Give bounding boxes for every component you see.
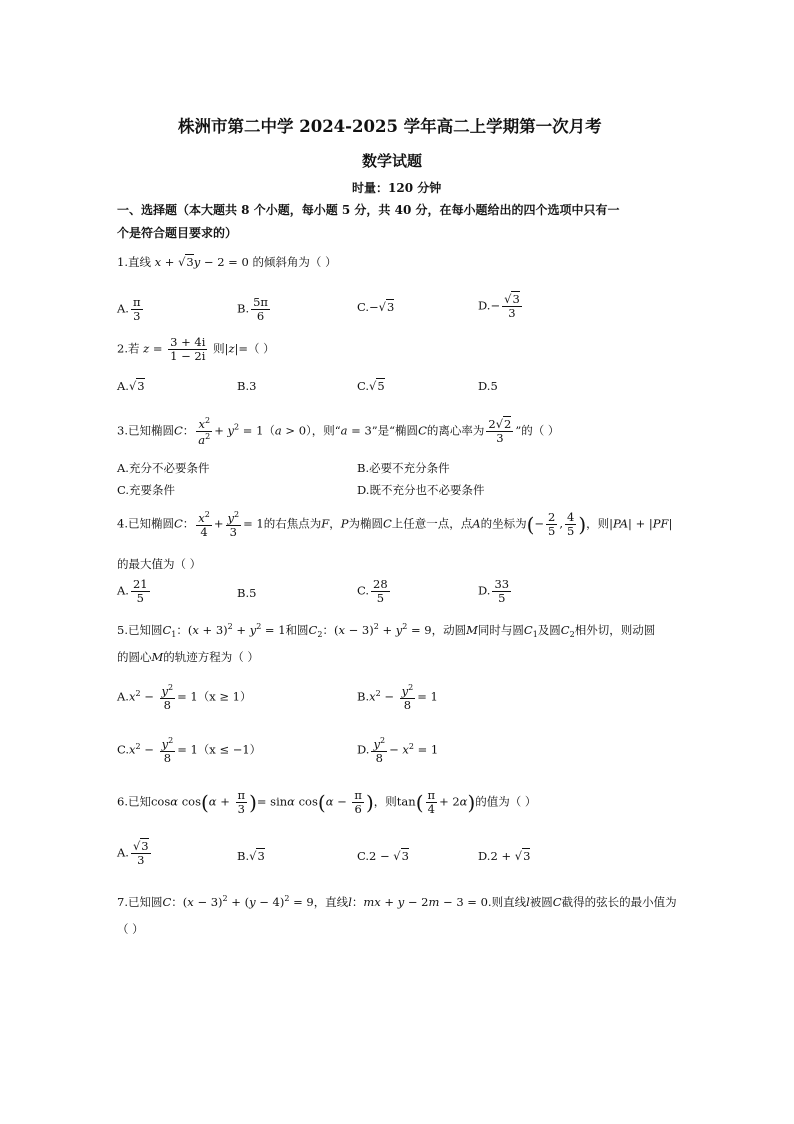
q4-option-d: D. $\frac{33}{5}$ bbox=[478, 577, 510, 606]
q6-option-d: D.2 + √3 bbox=[478, 849, 531, 863]
q6-stem: 6.已知cosα cos(α + $\frac{\pi}{3}$ )= sinα cos(α − $\frac{\pi}{6}$ )，则tan( $\frac{\pi}{4}$ + 2α)的值为（ ） bbox=[117, 788, 537, 817]
q5-option-c: $C.x^2$ − $\frac{y^2}{8}$ = 1（x ≤ −1） bbox=[117, 736, 262, 766]
q3-option-c: C.充要条件 bbox=[117, 483, 176, 497]
q2-stem: 2.若 z = $\frac{3 + 4i}{1 - 2i}$ 则|z|=（ ） bbox=[117, 335, 275, 364]
q2-option-a: A.√3 bbox=[117, 379, 145, 393]
q6-option-a: A. $\frac{√3}{3}$ bbox=[117, 839, 149, 868]
q5-stem: 5.已知圆$C_1$：$(x + 3)^2 + y^2 = 1$和圆$C_2$：$(x - 3)^2 + y^2 = 9$，动圆M同时与圆$C_1$及圆$C_2$相外切，则动圆 bbox=[117, 622, 656, 640]
q2-option-d: D.5 bbox=[478, 379, 498, 393]
q4-option-c: C. $\frac{28}{5}$ bbox=[357, 577, 388, 606]
q4-option-b: B.5 bbox=[237, 586, 257, 600]
q7-stem-line2: （ ） bbox=[117, 922, 144, 936]
q5-option-a: $A.x^2$ − $\frac{y^2}{8}$ = 1（x ≥ 1） bbox=[117, 683, 252, 713]
subject-title: 数学试题 bbox=[362, 152, 423, 170]
q3-option-d: D.既不充分也不必要条件 bbox=[357, 483, 485, 497]
exam-title: 株洲市第二中学 2024-2025 学年高二上学期第一次月考 bbox=[178, 117, 602, 136]
q1-option-d: D.− $\frac{√3}{3}$ bbox=[478, 292, 520, 321]
q1-option-b: B. $\frac{5\pi}{6}$ bbox=[237, 295, 268, 324]
q6-option-c: C.2 − √3 bbox=[357, 849, 409, 863]
q5-option-d: D. $\frac{y^2}{8}$ − $x^2 = 1$ bbox=[357, 736, 439, 766]
q3-option-b: B.必要不充分条件 bbox=[357, 461, 450, 475]
q4-stem: 4.已知椭圆C： $\frac{x^2}{4}$ + $\frac{y^2}{3}$ = 1的右焦点为F，P为椭圆C上任意一点，点A的坐标为(− $\frac{2}{5}$ , $\frac{4}{5}$ )，则|PA| + |PF| bbox=[117, 509, 673, 540]
q1-option-c: C.−√3 bbox=[357, 300, 395, 314]
q4-stem-line2: 的最大值为（ ） bbox=[117, 557, 202, 571]
q2-option-c: C.√5 bbox=[357, 379, 385, 393]
q5-stem-line2: 的圆心M的轨迹方程为（ ） bbox=[117, 650, 259, 664]
q5-option-b: $B.x^2$ − $\frac{y^2}{8}$ = 1 bbox=[357, 683, 438, 713]
q3-option-a: A.充分不必要条件 bbox=[117, 461, 210, 475]
q3-stem: 3.已知椭圆C： $\frac{x^2}{a^2}$ + $y^2 = 1(a > 0)$，则“a = 3”是“椭圆C的离心率为 $\frac{2√2}{3}$ ”的（ ） bbox=[117, 416, 560, 447]
q1-stem: 1.直线 x + √3y − 2 = 0 的倾斜角为（ ） bbox=[117, 255, 337, 269]
q7-stem: 7.已知圆C：$(x - 3)^2 + (y - 4)^2 = 9$，直线l：mx + y − 2m − 3 = 0.则直线l被圆C截得的弦长的最小值为 bbox=[117, 894, 677, 909]
q6-option-b: B.√3 bbox=[237, 849, 265, 863]
section-heading-line2: 个是符合题目要求的） bbox=[117, 226, 238, 240]
time-limit: 时量：120 分钟 bbox=[352, 181, 442, 195]
q1-option-a: A. $\frac{\pi}{3}$ bbox=[117, 295, 141, 324]
section-heading-line1: 一、选择题（本大题共 8 个小题，每小题 5 分，共 40 分，在每小题给出的四个选项中只有一 bbox=[117, 203, 620, 217]
q2-option-b: B.3 bbox=[237, 379, 257, 393]
q4-option-a: A. $\frac{21}{5}$ bbox=[117, 577, 148, 606]
